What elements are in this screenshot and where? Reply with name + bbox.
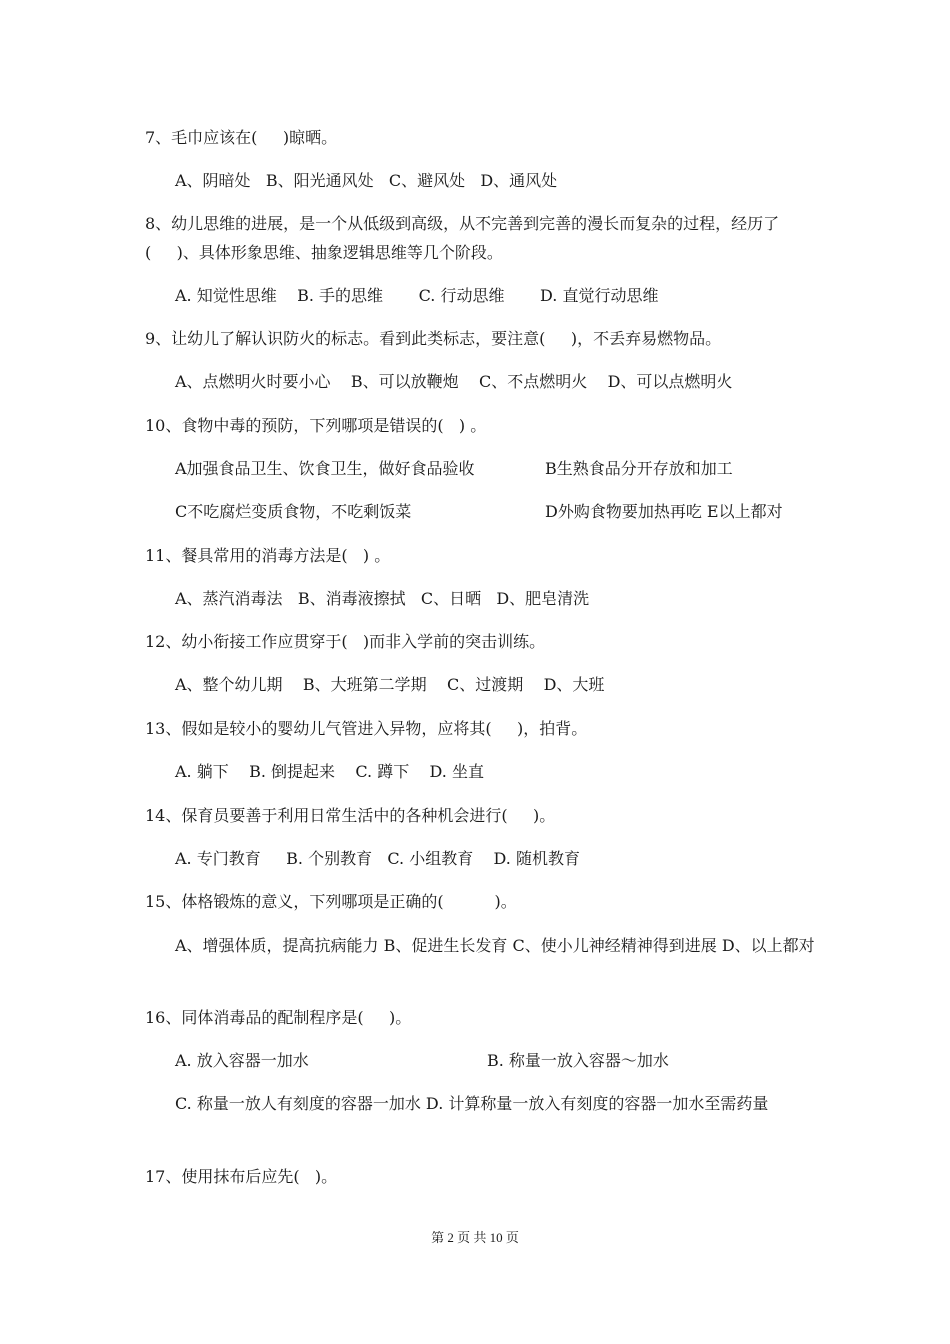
question-9-options: A、点燃明火时要小心 B、可以放鞭炮 C、不点燃明火 D、可以点燃明火 xyxy=(175,372,733,391)
question-11-options: A、蒸汽消毒法 B、消毒液擦拭 C、日晒 D、肥皂清洗 xyxy=(175,589,590,608)
question-10-option-c: C不吃腐烂变质食物，不吃剩饭菜 xyxy=(175,502,412,521)
question-15-options: A、增强体质，提高抗病能力 B、促进生长发育 C、使小儿神经精神得到进展 D、以上都对 xyxy=(175,936,815,955)
question-15-stem: 15、体格锻炼的意义，下列哪项是正确的( )。 xyxy=(145,892,517,911)
question-16-option-b: B. 称量一放入容器～加水 xyxy=(487,1051,669,1070)
question-17-stem: 17、使用抹布后应先( )。 xyxy=(145,1167,338,1186)
question-8-stem-line2: ( )、具体形象思维、抽象逻辑思维等几个阶段。 xyxy=(145,243,503,262)
question-7-stem: 7、毛巾应该在( )晾晒。 xyxy=(145,128,338,147)
question-12-stem: 12、幼小衔接工作应贯穿于( )而非入学前的突击训练。 xyxy=(145,632,546,651)
question-10-option-a: A加强食品卫生、饮食卫生，做好食品验收 xyxy=(175,459,475,478)
question-10-option-b: B生熟食品分开存放和加工 xyxy=(545,459,733,478)
question-9-stem: 9、让幼儿了解认识防火的标志。看到此类标志，要注意( )，不丢弃易燃物品。 xyxy=(145,329,722,348)
question-16-options-cd: C. 称量一放人有刻度的容器一加水 D. 计算称量一放入有刻度的容器一加水至需药量 xyxy=(175,1094,769,1113)
question-8-options: A. 知觉性思维 B. 手的思维 C. 行动思维 D. 直觉行动思维 xyxy=(175,286,659,305)
question-10-stem: 10、食物中毒的预防，下列哪项是错误的( ) 。 xyxy=(145,416,487,435)
question-12-options: A、整个幼儿期 B、大班第二学期 C、过渡期 D、大班 xyxy=(175,675,605,694)
question-10-option-d: D外购食物要加热再吃 E以上都对 xyxy=(545,502,783,521)
question-11-stem: 11、餐具常用的消毒方法是( ) 。 xyxy=(145,546,391,565)
question-16-option-a: A. 放入容器一加水 xyxy=(175,1051,309,1070)
page-footer: 第 2 页 共 10 页 xyxy=(431,1230,519,1245)
question-16-stem: 16、同体消毒品的配制程序是( )。 xyxy=(145,1008,412,1027)
question-8-stem-line1: 8、幼儿思维的进展，是一个从低级到高级，从不完善到完善的漫长而复杂的过程，经历了 xyxy=(145,214,780,233)
question-14-options: A. 专门教育 B. 个别教育 C. 小组教育 D. 随机教育 xyxy=(175,849,580,868)
question-13-stem: 13、假如是较小的婴幼儿气管进入异物，应将其( )，拍背。 xyxy=(145,719,588,738)
question-14-stem: 14、保育员要善于利用日常生活中的各种机会进行( )。 xyxy=(145,806,556,825)
question-7-options: A、阴暗处 B、阳光通风处 C、避风处 D、通风处 xyxy=(175,171,558,190)
question-13-options: A. 躺下 B. 倒提起来 C. 蹲下 D. 坐直 xyxy=(175,762,484,781)
